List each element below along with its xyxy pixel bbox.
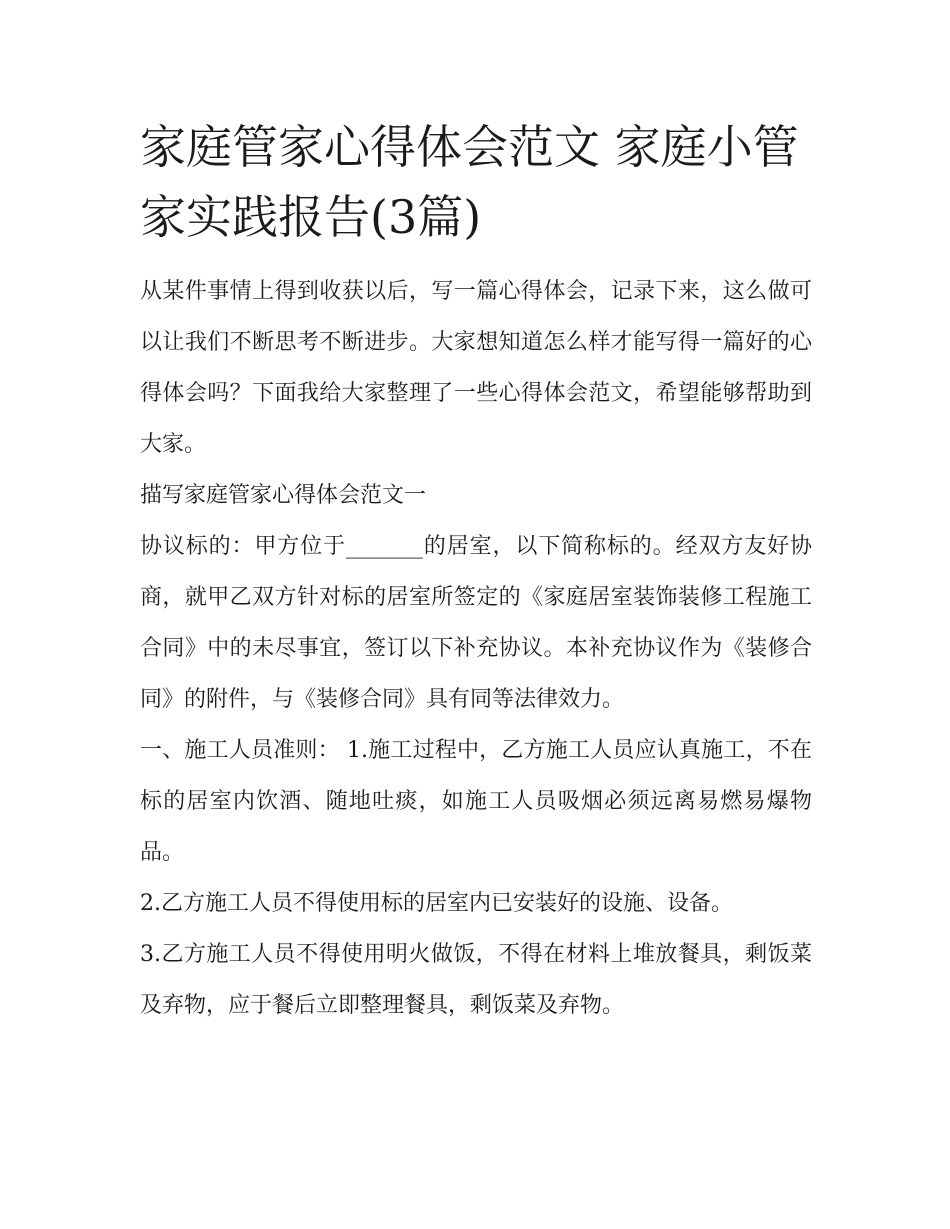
- section-heading: 描写家庭管家心得体会范文一: [140, 483, 427, 508]
- rules-paragraph-3: 3.乙方施工人员不得使用明火做饭，不得在材料上堆放餐具，剩饭菜及弃物，应于餐后立即整理餐具，剩饭菜及弃物。: [140, 942, 812, 1018]
- document-title: 家庭管家心得体会范文 家庭小管家实践报告(3篇): [140, 120, 799, 244]
- intro-paragraph: 从某件事情上得到收获以后，写一篇心得体会，记录下来，这么做可以让我们不断思考不断进步。大家想知道怎么样才能写得一篇好的心得体会吗？下面我给大家整理了一些心得体会范文，希望能够帮助到大家。: [140, 279, 812, 457]
- rules-paragraph-1: 一、施工人员准则： 1.施工过程中，乙方施工人员应认真施工，不在标的居室内饮酒、随地吐痰，如施工人员吸烟必须远离易燃易爆物品。: [140, 738, 812, 865]
- document-page: [140, 112, 812, 1031]
- rules-paragraph-2: 2.乙方施工人员不得使用标的居室内已安装好的设施、设备。: [140, 891, 733, 916]
- agreement-paragraph: 协议标的：甲方位于_______的居室，以下简称标的。经双方友好协商，就甲乙双方针对标的居室所签定的《家庭居室装饰装修工程施工合同》中的未尽事宜，签订以下补充协议。本补充协议作为《装修合同》的附件，与《装修合同》具有同等法律效力。: [140, 534, 812, 712]
